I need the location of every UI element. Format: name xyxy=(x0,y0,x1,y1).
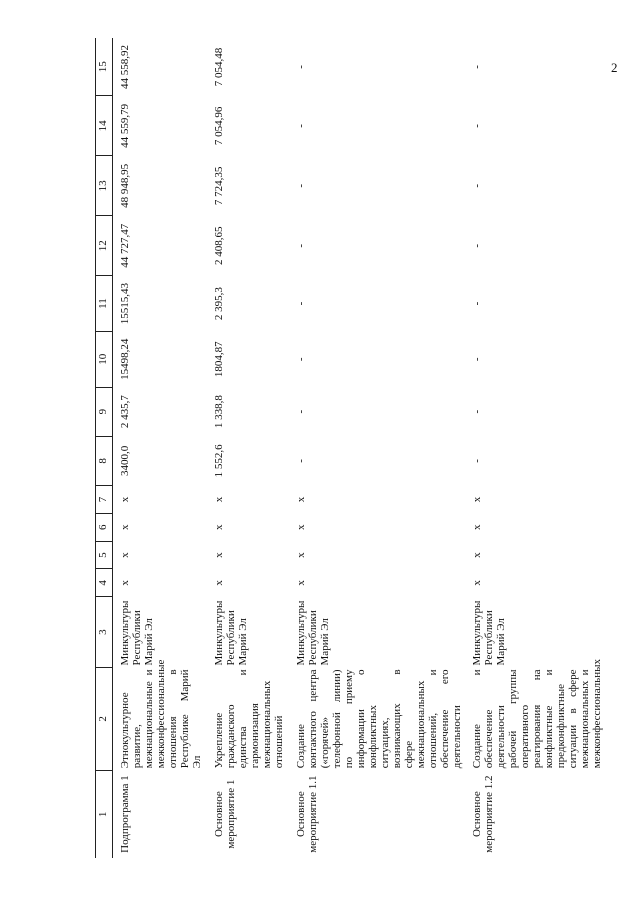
table-row xyxy=(113,38,208,858)
row-title: Создание контактного центра («горячей» телефонной линии) по приему информации о конфликтных ситуациях, возникающих в сфере межнациональных отношений, и обеспечение его деятельности xyxy=(295,669,463,769)
cell-c10: 15498,24 xyxy=(119,338,131,380)
table-row xyxy=(465,38,613,858)
cell-c14: 44 559,79 xyxy=(119,103,131,148)
cell-c4: x xyxy=(471,580,483,586)
column-header: 7 xyxy=(96,486,113,514)
cell-c7: x xyxy=(295,496,307,503)
column-header: 9 xyxy=(96,387,113,436)
column-header: 8 xyxy=(96,436,113,485)
cell-c10: - xyxy=(471,357,483,362)
cell-c11: - xyxy=(471,301,483,306)
cell-c7: x xyxy=(471,496,483,503)
cell-c7: x xyxy=(119,496,131,503)
row-code: Основное мероприятие 1.2 xyxy=(471,775,495,853)
cell-c13: 7 724,35 xyxy=(213,166,225,206)
cell-c6: x xyxy=(119,524,131,531)
table-row xyxy=(289,38,465,858)
column-header: 11 xyxy=(96,276,113,332)
column-header: 1 xyxy=(96,770,113,858)
column-header: 15 xyxy=(96,38,113,96)
cell-c15: - xyxy=(295,65,307,69)
cell-c14: - xyxy=(471,124,483,128)
cell-c9: 2 435,7 xyxy=(119,395,131,429)
cell-c13: 48 948,95 xyxy=(119,163,131,208)
cell-c12: - xyxy=(295,243,307,248)
cell-c6: x xyxy=(295,524,307,531)
cell-c9: - xyxy=(471,409,483,414)
rotated-table-container xyxy=(95,38,640,858)
column-header: 13 xyxy=(96,156,113,216)
row-title: Этнокультурное развитие, межнациональные и межконфессиональные отношения в Республике Марий Эл xyxy=(119,659,203,769)
cell-c7: x xyxy=(213,496,225,503)
row-title: Создание и обеспечение деятельности рабочей группы оперативного реагирования на конфликтные и предконфликтные ситуации в сфере межнациональных и межконфессиональных xyxy=(471,659,603,769)
column-header: 12 xyxy=(96,216,113,276)
cell-c8: - xyxy=(471,459,483,463)
cell-c12: 2 408,65 xyxy=(213,226,225,266)
row-executor: Минкультуры Республики Марий Эл xyxy=(471,600,507,666)
cell-c9: - xyxy=(295,409,307,414)
column-header: 10 xyxy=(96,331,113,387)
cell-c11: 15515,43 xyxy=(119,282,131,325)
column-header: 5 xyxy=(96,541,113,569)
page-number: 2 xyxy=(611,60,618,75)
cell-c12: - xyxy=(471,243,483,248)
row-code: Основное мероприятие 1 xyxy=(213,779,237,849)
cell-c8: 3400,0 xyxy=(119,445,131,477)
cell-c4: x xyxy=(213,580,225,586)
cell-c6: x xyxy=(213,524,225,531)
cell-c10: - xyxy=(295,357,307,362)
cell-c11: 2 395,3 xyxy=(213,287,225,321)
cell-c8: 1 552,6 xyxy=(213,444,225,478)
program-table xyxy=(95,38,613,858)
row-code: Основное мероприятие 1.1 xyxy=(295,775,319,853)
row-code: Подпрограмма 1 xyxy=(119,775,131,853)
row-executor: Минкультуры Республики Марий Эл xyxy=(119,600,155,666)
row-executor: Минкультуры Республики Марий Эл xyxy=(295,600,331,666)
cell-c8: - xyxy=(295,459,307,463)
cell-c11: - xyxy=(295,301,307,306)
row-title: Укрепление гражданского единства и гармонизация межнациональных отношений xyxy=(213,669,285,769)
cell-c4: x xyxy=(295,580,307,586)
cell-c14: - xyxy=(295,124,307,128)
cell-c5: x xyxy=(295,552,307,558)
cell-c15: 7 054,48 xyxy=(213,47,225,87)
header-row xyxy=(96,38,113,858)
column-header: 14 xyxy=(96,96,113,156)
column-header: 3 xyxy=(96,597,113,668)
cell-c13: - xyxy=(295,184,307,188)
column-header: 2 xyxy=(96,667,113,770)
cell-c12: 44 727,47 xyxy=(119,223,131,268)
row-executor: Минкультуры Республики Марий Эл xyxy=(213,600,249,666)
table-row xyxy=(207,38,289,858)
cell-c14: 7 054,96 xyxy=(213,106,225,146)
cell-c5: x xyxy=(119,552,131,558)
cell-c15: - xyxy=(471,65,483,69)
cell-c5: x xyxy=(213,552,225,558)
cell-c5: x xyxy=(471,552,483,558)
cell-c4: x xyxy=(119,580,131,586)
cell-c13: - xyxy=(471,184,483,188)
column-header: 4 xyxy=(96,569,113,597)
cell-c10: 1804,87 xyxy=(213,341,225,378)
cell-c15: 44 558,92 xyxy=(119,44,131,89)
cell-c6: x xyxy=(471,524,483,531)
cell-c9: 1 338,8 xyxy=(213,395,225,429)
column-header: 6 xyxy=(96,513,113,541)
